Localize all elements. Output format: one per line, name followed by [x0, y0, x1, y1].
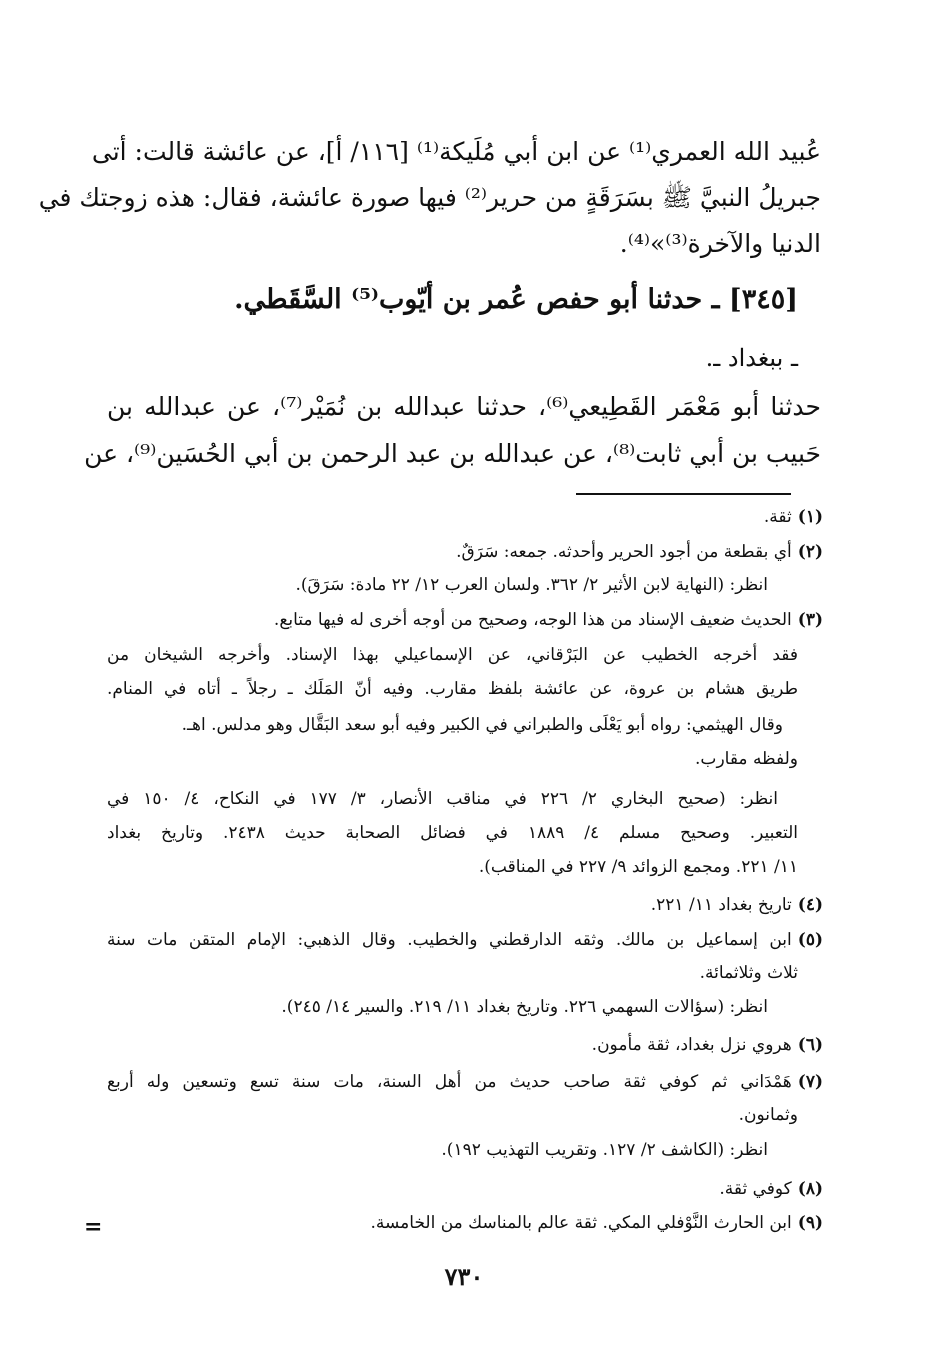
footnote-7-reference: انظر: (الكاشف ٢/ ١٢٧. وتقريب التهذيب ١٩٢).	[441, 1140, 768, 1160]
footnote-number: (٦)	[797, 1035, 823, 1055]
footnote-5-reference: انظر: (سؤالات السهمي ٢٢٦. وتاريخ بغداد ١١/ ٢١٩. والسير ١٤/ ٢٤٥).	[281, 997, 768, 1017]
footnote-3-line-b: طريق هشام بن عروة، عن عائشة بلفظ مقارب. وفيه أنّ المَلَك ـ رجلاً ـ أتاه في المنام.	[107, 679, 798, 699]
footnote-number: (٨)	[797, 1179, 823, 1199]
main-text-line-1: عُبيد الله العمري⁽¹⁾ عن ابن أبي مُلَيكة⁽¹⁾ [١١٦/ أ]، عن عائشة قالت: أتى	[91, 137, 821, 166]
footnote-text: أي بقطعة من أجود الحرير وأحدثه. جمعه: سَرَقٌ.	[456, 542, 792, 562]
footnote-number: (٩)	[797, 1213, 823, 1233]
footnote-text: تاريخ بغداد ١١/ ٢٢١.	[650, 895, 792, 915]
footnote-3-line-f: التعبير. وصحيح مسلم ٤/ ١٨٨٩ في فضائل الصحابة حديث ٢٤٣٨. وتاريخ بغداد	[107, 823, 798, 843]
footnote-3-line-a: فقد أخرجه الخطيب عن البَرْقاني، عن الإسماعيلي بهذا الإسناد. وأخرجه الشيخان من	[107, 645, 798, 665]
footnote-number: (٢)	[797, 542, 823, 562]
footnote-number: (١)	[797, 507, 823, 527]
footnote-text: هَمْدَاني ثم كوفي ثقة صاحب حديث من أهل السنة، مات سنة تسع وتسعين وله أربع	[107, 1072, 792, 1092]
footnote-3-line-d: ولفظه مقارب.	[695, 749, 798, 769]
hadith-heading: [٣٤٥] ـ حدثنا أبو حفص عُمر بن أيّوب⁽⁵⁾ السَّقَطي.	[234, 284, 798, 315]
footnote-number: (٣)	[797, 610, 823, 630]
hadith-text-line-1: حدثنا أبو مَعْمَر القَطِيعي⁽⁶⁾، حدثنا عبدالله بن نُمَيْر⁽⁷⁾، عن عبدالله بن	[107, 392, 822, 421]
footnote-5	[107, 925, 823, 955]
hadith-text-line-2: حَبيب بن أبي ثابت⁽⁸⁾، عن عبدالله بن عبد الرحمن بن أبي الحُسَين⁽⁹⁾، عن	[84, 439, 821, 468]
footnote-number: (٤)	[797, 895, 823, 915]
footnote-7	[107, 1067, 823, 1097]
hadith-location: ـ ببغداد ـ.	[705, 344, 798, 372]
footnote-text: ابن الحارث النَّوْفلي المكي. ثقة عالم بالمناسك من الخامسة.	[370, 1213, 792, 1233]
footnote-5-line-b: ثلاث وثلاثمائة.	[699, 963, 798, 983]
continuation-mark: =	[84, 1214, 103, 1240]
footnote-2-reference: انظر: (النهاية لابن الأثير ٢/ ٣٦٢. ولسان العرب ١٢/ ٢٢ مادة: سَرَقَ).	[295, 575, 768, 595]
footnote-separator	[576, 493, 791, 495]
footnote-text: كوفي ثقة.	[719, 1179, 792, 1199]
footnote-number: (٥)	[797, 930, 823, 950]
footnote-2	[107, 537, 823, 567]
footnote-7-line-b: وثمانون.	[738, 1105, 798, 1125]
main-text-line-3: الدنيا والآخرة⁽³⁾»⁽⁴⁾.	[619, 229, 821, 258]
footnote-3-line-e: انظر: (صحيح البخاري ٢/ ٢٢٦ في مناقب الأنصار، ٣/ ١٧٧ في النكاح، ٤/ ١٥٠ في	[107, 789, 779, 809]
footnote-3-line-c: وقال الهيثمي: رواه أبو يَعْلَى والطبراني في الكبير وفيه أبو سعد البَقَّال وهو مدلس. اهـ.	[181, 715, 783, 735]
footnote-text: ابن إسماعيل بن مالك. وثقه الدارقطني والخطيب. وقال الذهبي: الإمام المتقن مات سنة	[107, 930, 792, 950]
footnote-text: ثقة.	[763, 507, 792, 527]
footnote-8	[107, 1174, 823, 1204]
footnote-3	[107, 605, 823, 635]
footnote-4	[107, 890, 823, 920]
footnote-1	[107, 502, 823, 532]
footnote-number: (٧)	[797, 1072, 823, 1092]
footnote-text: هروي نزل بغداد، ثقة مأمون.	[591, 1035, 792, 1055]
footnote-3-line-g: ١١/ ٢٢١. ومجمع الزوائد ٩/ ٢٢٧ في المناقب).	[478, 857, 798, 877]
main-text-line-2: جبريلُ النبيَّ ﷺ بسَرَقَةٍ من حرير⁽²⁾ فيها صورة عائشة، فقال: هذه زوجتك في	[38, 183, 821, 212]
page-number: ٧٣٠	[444, 1262, 484, 1291]
footnote-9	[107, 1208, 823, 1238]
footnote-6	[107, 1030, 823, 1060]
footnote-text: الحديث ضعيف الإسناد من هذا الوجه، وصحيح من أوجه أخرى له فيها متابع.	[273, 610, 792, 630]
